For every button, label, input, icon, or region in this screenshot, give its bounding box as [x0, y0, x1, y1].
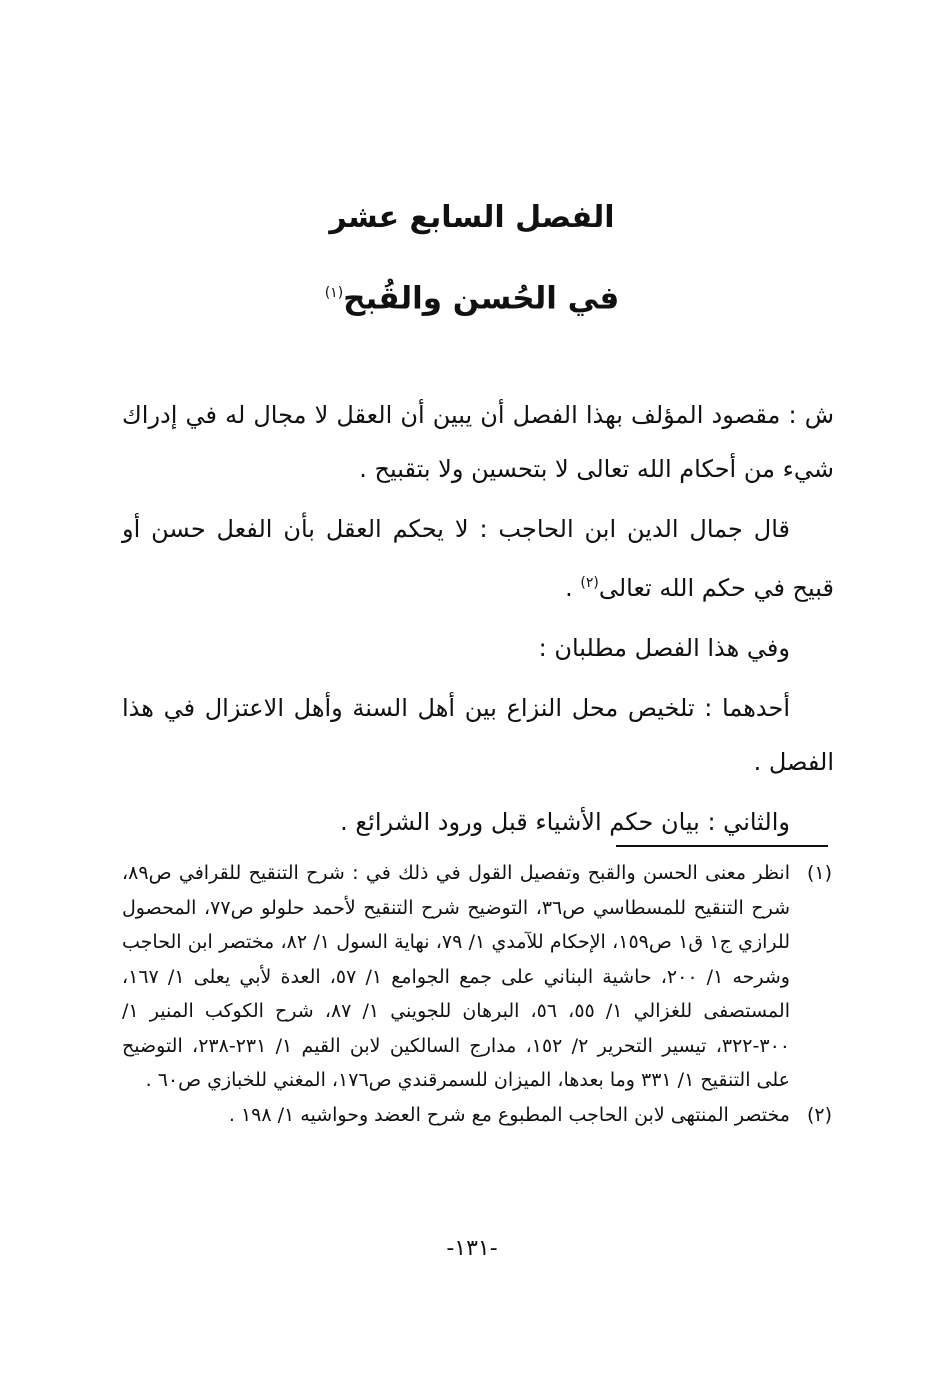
paragraph-sections-text: وفي هذا الفصل مطلبان :: [538, 634, 790, 662]
main-text: [122, 388, 834, 855]
footnote-text: انظر معنى الحسن والقبح وتفصيل القول في ذلك في : شرح التنقيح للقرافي ص٨٩، شرح التنقيح للمسطاسي ص٣٦، التوضيح شرح التنقيح لأحمد حلولو ص٧٧، المحصول للرازي ج١ ق١ ص١٥٩، الإحكام للآمدي ١/ ٧٩، نهاية السول ١/ ٨٢، مختصر ابن الحاجب وشرحه ١/ ٢٠٠، حاشية البناني على جمع الجوامع ١/ ٥٧، العدة لأبي يعلى ١/ ١٦٧، المستصفى للغزالي ١/ ٥٥، ٥٦، البرهان للجويني ١/ ٨٧، شرح الكوكب المنير ١/ ٣٠٠-٣٢٢، تيسير التحرير ٢/ ١٥٢، مدارج السالكين لابن القيم ١/ ٢٣١-٢٣٨، التوضيح على التنقيح ١/ ٣٣١ وما بعدها، الميزان للسمرقندي ص١٧٦، المغني للخبازي ص٦٠ .: [122, 862, 790, 1091]
chapter-title: الفصل السابع عشر: [329, 200, 615, 235]
paragraph-quote-tail: .: [565, 574, 581, 602]
footnote-number: (٢): [806, 1103, 832, 1126]
page-number: -١٣١-: [446, 1236, 498, 1261]
footnote-text: مختصر المنتهى لابن الحاجب المطبوع مع شرح العضد وحواشيه ١/ ١٩٨ .: [228, 1103, 790, 1126]
footnotes: [122, 856, 832, 1132]
chapter-subtitle: [0, 270, 944, 321]
paragraph-intro: [122, 388, 834, 496]
paragraph-first: [122, 681, 834, 789]
footnote-2: [122, 1098, 832, 1133]
paragraph-second-text: والثاني : بيان حكم الأشياء قبل ورود الشرائع .: [340, 808, 790, 836]
footnote-ref-1[interactable]: (١): [324, 285, 344, 301]
paragraph-first-text: أحدهما : تلخيص محل النزاع بين أهل السنة وأهل الاعتزال في هذا الفصل .: [122, 694, 834, 776]
paragraph-intro-text: ش : مقصود المؤلف بهذا الفصل أن يبين أن العقل لا مجال له في إدراك شيء من أحكام الله تعالى لا بتحسين ولا بتقبيح .: [122, 401, 834, 483]
footnote-1: [122, 856, 832, 1098]
footnote-ref-2[interactable]: (٢): [580, 575, 599, 591]
footnote-separator: [616, 845, 828, 847]
chapter-subtitle-text: في الحُسن والقُبح: [343, 280, 620, 317]
paragraph-quote: [122, 502, 834, 615]
paragraph-quote-text: قال جمال الدين ابن الحاجب : لا يحكم العقل بأن الفعل حسن أو قبيح في حكم الله تعالى: [122, 515, 834, 602]
paragraph-sections: [122, 621, 834, 675]
footnote-number: (١): [806, 862, 832, 884]
paragraph-second: [122, 795, 834, 849]
